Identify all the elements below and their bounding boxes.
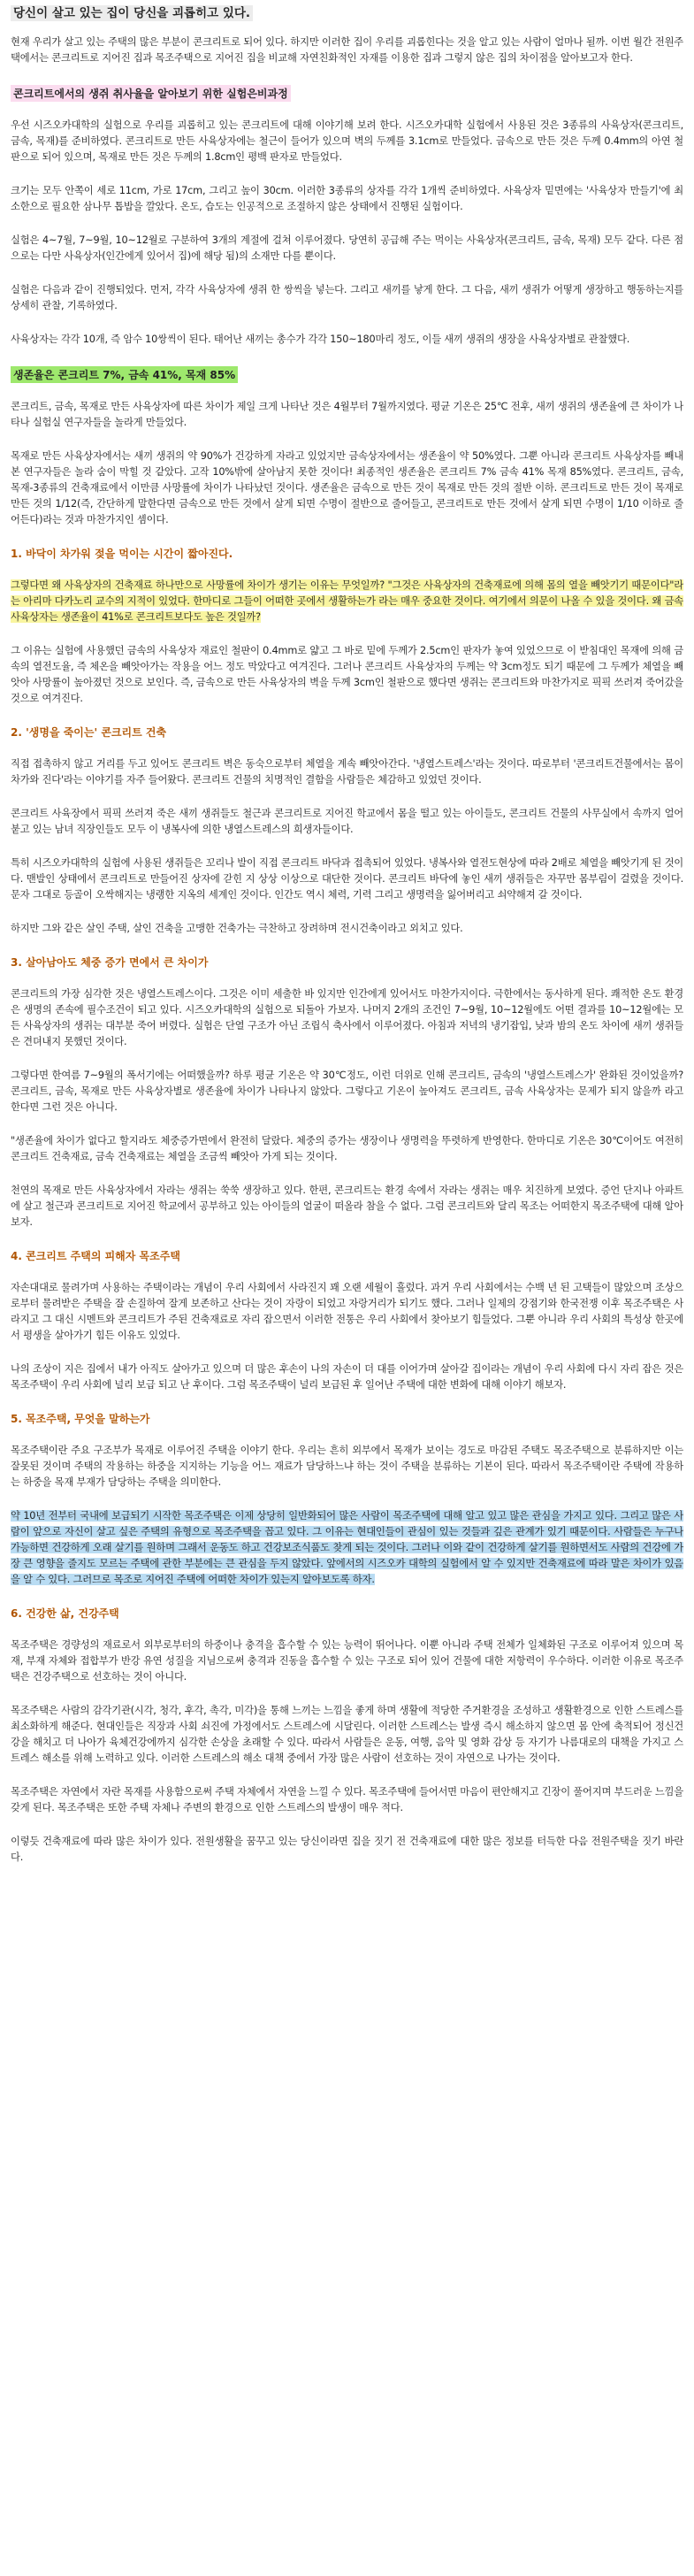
paragraph-5-a: 목조주택이란 주요 구조부가 목재로 이루어진 주택을 이야기 한다. 우리는 흔히 외부에서 목재가 보이는 경도로 마감된 주택도 목조주택으로 분류하지만 이는 잘못된 것이며 주택의 작용하는 하중을 지지하는 기능을 어느 재료가 담당하느냐 하는 것이 주택을 분류하는 기본이 된다. 따라서 목조주택이란 주택에 작용하는 하중을 목재 부재가 담당하는 주택을 의미한다. (11, 1445, 683, 1488)
paragraph-1-highlight (11, 578, 683, 625)
paragraph-6-c: 목조주택은 자연에서 자란 목재를 사용함으로써 주택 자체에서 자연을 느낄 수 있다. 목조주택에 들어서면 마음이 편안해지고 긴장이 풀어지며 부드러운 느낌을 갖게 된다. 목조주택은 또한 주택 자체나 주변의 환경으로 인한 스트레스의 발생이 매우 적다. (11, 1786, 683, 1813)
paragraph-3-c: "생존율에 차이가 없다고 할지라도 체중증가면에서 완전히 달랐다. 체중의 증가는 생장이나 생명력을 뚜렷하게 반영한다. 한마디로 기온은 30℃이어도 여전히 콘크리트 건축재료, 금속 건축재료는 체열을 조금씩 빼앗아 가게 되는 것이다. (11, 1135, 683, 1162)
paragraph-2-a: 직접 접촉하지 않고 거리를 두고 있어도 콘크리트 벽은 동숙으로부터 체열을 계속 빼앗아간다. '냉열스트레스'라는 것이다. 따로부터 '콘크리트건물에서는 몸이 차가와 진다'라는 이야기를 자주 들어왔다. 콘크리트 건물의 치명적인 결함을 사람들은 체감하고 있었던 것이다. (11, 758, 683, 786)
heading-5: 5. 목조주택, 무엇을 말하는가 (11, 1413, 150, 1425)
paragraph-4-a: 자손대대로 물려가며 사용하는 주택이라는 개념이 우리 사회에서 사라진지 꽤 오랜 세월이 흘렀다. 과거 우리 사회에서는 수백 년 된 고택들이 많았으며 조상으로부터 물려받은 주택을 잘 손질하여 잘게 보존하고 산다는 것이 자랑이 되었고 자랑거리가 되기도 했다. 그러나 일제의 강점기와 한국전쟁 이후 목조주택은 사라지고 그 대신 시멘트와 콘크리트가 주된 건축재료로 자리 잡으면서 이러한 전통은 우리 사회에서 찾아보기 힘들었다. 그뿐 아니라 우리 사회의 특성상 한곳에서 평생을 살아가기 힘든 이유도 있었다. (11, 1282, 683, 1341)
experiment-paragraph-5: 사육상자는 각각 10개, 즉 암수 10쌍씩이 된다. 태어난 새끼는 총수가 각각 150~180마리 정도, 이들 새끼 생쥐의 생장을 사육상자별로 관찰했다. (11, 334, 630, 345)
heading-6: 6. 건강한 삶, 건강주택 (11, 1607, 119, 1620)
heading-3: 3. 살아남아도 체중 증가 면에서 큰 차이가 (11, 956, 209, 969)
paragraph-2-c: 특히 시즈오카대학의 실험에 사용된 생쥐들은 꼬리나 발이 직접 콘크리트 바닥과 접촉되어 있었다. 냉복사와 열전도현상에 따라 2배로 체열을 빼앗기게 된 것이다. 맨발인 상태에서 콘크리트로 만들어진 상자에 갇힌 지 상상 이상으로 대단한 것이다. 콘크리트 바닥에 놓인 새끼 생쥐들은 자꾸만 몸부림이 걸렸을 것이다. 문자 그대로 등골이 오싹해지는 냉랭한 지옥의 세계인 것이다. 인간도 역시 체력, 기력 그리고 생명력을 잃어버리고 쇠약해져 갈 것이다. (11, 857, 683, 901)
survival-paragraph-2: 목재로 만든 사육상자에서는 새끼 생쥐의 약 90%가 건강하게 자라고 있었지만 금속상자에서는 생존율이 약 50%였다. 그뿐 아니라 콘크리트 사육상자를 빼내 본 연구자들은 놀라 숨이 막힐 것 같았다. 고작 10%밖에 살아남지 못한 것이다! 최종적인 생존율은 콘크리트 7% 금속 41% 목재 85%였다. 콘크리트, 금속, 목재-3종류의 건축재료에서 이만큼 사망률에 차이가 나타났던 것이다. 생존율은 금속으로 만든 것이 목재로 만든 것의 절반 이하. 콘크리트로 만든 것이 목재로 만든 것의 1/12(즉, 간단하게 말한다면 금속으로 만든 것에서 살게 되면 수명이 절반으로 줄어들고, 콘크리트로 만든 것에서 살게 되면 수명이 1/10 이하로 줄어든다)라는 것과 마찬가지인 셈이다. (11, 450, 683, 525)
paragraph-2-d: 하지만 그와 같은 살인 주택, 살인 건축을 고맹한 건축가는 극찬하고 장려하며 전시건축이라고 외치고 있다. (11, 923, 463, 934)
section-heading-survival: 생존율은 콘크리트 7%, 금속 41%, 목재 85% (11, 366, 238, 383)
experiment-paragraph-4: 실험은 다음과 같이 진행되었다. 먼저, 각각 사육상자에 생쥐 한 쌍씩을 넣는다. 그리고 새끼를 낳게 한다. 그 다음, 새끼 생쥐가 어떻게 생장하고 행동하는지를 상세히 관찰, 기록하였다. (11, 284, 683, 311)
paragraph-2-b: 콘크리트 사육장에서 픽픽 쓰러져 죽은 새끼 생쥐들도 철근과 콘크리트로 지어진 학교에서 몸을 떨고 있는 아이들도, 콘크리트 건물의 사무실에서 속까지 얼어붙고 있는 남녀 직장인들도 모두 이 냉복사에 의한 냉열스트레스의 희생자들이다. (11, 808, 683, 835)
heading-1: 1. 바닥이 차가워 젖을 먹이는 시간이 짧아진다. (11, 548, 233, 560)
survival-paragraph-1: 콘크리트, 금속, 목재로 만든 사육상자에 따른 차이가 제일 크게 나타난 것은 4월부터 7월까지였다. 평균 기온은 25℃ 전후, 새끼 생쥐의 생존율에 큰 차이가 나타나 실험실 연구자들을 놀라게 만들었다. (11, 401, 683, 428)
experiment-paragraph-2: 크기는 모두 안쪽이 세로 11cm, 가로 17cm, 그리고 높이 30cm. 이러한 3종류의 상자를 각각 1개씩 준비하였다. 사육상자 밑면에는 '사육상자 만들기'에 최소한으로 필요한 삼나무 톱밥을 깔았다. 온도, 습도는 인공적으로 조절하지 않은 상태에서 진행된 실험이다. (11, 185, 683, 212)
paragraph-1-b: 그 이유는 실험에 사용했던 금속의 사육상자 재료인 철판이 0.4mm로 얇고 그 바로 밑에 두께가 2.5cm인 판자가 놓여 있었으므로 이 받침대인 목재에 의해 금속의 열전도율, 즉 체온을 빼앗아가는 작용을 어느 정도 막았다고 여겨진다. 그러나 콘크리트 사육상자의 두께는 약 3cm정도 되기 때문에 그 두께가 체열을 빼앗아 사망률이 높아졌던 것으로 보인다. 즉, 금속으로 만든 사육상자의 벽을 두께 3cm인 철판으로 했다면 생쥐는 콘크리트와 마찬가지로 픽픽 쓰러져 죽어갔을 것으로 여겨진다. (11, 645, 683, 704)
paragraph-3-a: 콘크리트의 가장 심각한 것은 냉열스트레스이다. 그것은 이미 세출한 바 있지만 인간에게 있어서도 마찬가지이다. 극한에서는 동사하게 된다. 쾌적한 온도 환경은 생명의 존속에 필수조건이 되고 있다. 시즈오카대학의 실험으로 되돌아 가보자. 나머지 2개의 조건인 7~9월, 10~12월에도 어떤 결과를 10~12월에는 모든 사육상자의 생쥐는 대부분 죽어 버렸다. 실험은 단열 구조가 아닌 조립식 축사에서 이루어졌다. 아침과 저녁의 냉기잡입, 낮과 밤의 온도 차이에 새끼 생쥐들은 견뎌내지 못했던 것이다. (11, 988, 683, 1047)
experiment-paragraph-1: 우선 시즈오카대학의 실험으로 우리를 괴롭히고 있는 콘크리트에 대해 이야기해 보려 한다. 시즈오카대학 실험에서 사용된 것은 3종류의 사육상자(콘크리트, 금속, 목재)를 준비하였다. 콘크리트로 만든 사육상자에는 철근이 들어가 있으며 벽의 두께를 3.1cm로 만들었다. 금속으로 만든 것은 두께 0.4mm의 아연 철판으로 되어 있으며, 목재로 만든 것은 두께의 1.8cm인 평백 판자로 만들었다. (11, 119, 683, 163)
paragraph-3-b: 그렇다면 한여름 7~9월의 폭서기에는 어떠했을까? 하루 평균 기온은 약 30℃정도, 이런 더위로 인해 콘크리트, 금속의 '냉열스트레스가' 완화된 것이었을까? 콘크리트, 금속, 목재로 만든 사육상자별로 생존율에 차이가 나타나지 않았다. 그렇다고 기온이 높아져도 콘크리트, 금속 사육상자는 문제가 되지 않을까 라고 한다면 그런 것은 아니다. (11, 1070, 683, 1113)
experiment-paragraph-3: 실험은 4~7월, 7~9월, 10~12월로 구분하여 3개의 계절에 걸쳐 이루어졌다. 당연히 공급해 주는 먹이는 사육상자(콘크리트, 금속, 목재) 모두 같다. 다른 점으로는 다만 사육상자(인간에게 있어서 집)에 해당 됨)의 소재만 다를 뿐이다. (11, 234, 683, 262)
paragraph-5-highlight (11, 1508, 683, 1588)
highlight-blue: 약 10년 전부터 국내에 보급되기 시작한 목조주택은 이제 상당히 일반화되어 많은 사람이 목조주택에 대해 알고 있고 많은 관심을 가지고 있다. 그리고 많은 사람이 앞으로 자신이 살고 싶은 주택의 유형으로 목조주택을 꼽고 있다. 그 이유는 현대인들이 관심이 있는 것들과 깊은 관계가 있기 때문이다. 사람들은 누구나 가능하면 건강하게 오래 살기를 원하며 그래서 운동도 하고 건강보조식품도 찾게 되는 것이다. 그러나 이와 같이 건강하게 살기를 원하면서도 사람의 건강에 가장 큰 영향을 줄지도 모르는 주택에 관한 부분에는 큰 관심을 두지 않았다. 앞에서의 시즈오카 대학의 실험에서 알 수 있지만 건축재료에 따라 말은 차이가 있음을 알 수 있다. 그러므로 목조로 지어진 주택에 어떠한 차이가 있는지 알아보도록 하자. (11, 1510, 683, 1585)
paragraph-3-d: 천연의 목재로 만든 사육상자에서 자라는 생쥐는 쑥쑥 생장하고 있다. 한편, 콘크리트는 환경 속에서 자라는 생쥐는 매우 치진하게 보였다. 증언 단지나 아파트에 살고 철근과 콘크리트로 지어진 학교에서 공부하고 있는 아이들의 얼굴이 떠올라 참을 수 없다. 그럼 콘크리트와 달리 목조는 어떠한지 목조주택에 대해 알아보자. (11, 1184, 683, 1228)
heading-4: 4. 콘크리트 주택의 피해자 목조주택 (11, 1250, 180, 1262)
highlight-yellow: 그렇다면 왜 사육상자의 건축재료 하나만으로 사망률에 차이가 생기는 이유는 무엇일까? "그것은 사육상자의 건축재료에 의해 몸의 열을 빼앗기기 때문이다"라는 아리마 다카노리 교수의 지적이 있었다. 한마디로 그들이 어떠한 곳에서 생활하는가 라는 매우 중요한 것이다. 여기에서 의문이 나올 수 있을 것이다. 왜 금속 사육상자는 생존율이 41%로 콘크리트보다도 높은 것일까? (11, 579, 683, 623)
paragraph-6-b: 목조주택은 사람의 감각기관(시각, 청각, 후각, 촉각, 미각)을 통해 느끼는 느낌을 좋게 하며 생활에 적당한 주거환경을 조성하고 생활환경으로 인한 스트레스를 최소화하게 해준다. 현대인들은 직장과 사회 쇠진에 가정에서도 스트레스에 시달린다. 이러한 스트레스는 발생 즉시 해소하지 않으면 몸 안에 축적되어 정신건강을 해치고 더 나아가 육체건강에까지 심각한 손상을 초래할 수 있다. 따라서 사람들은 운동, 여행, 음악 및 영화 감상 등 자기가 나름대로의 대책을 가지고 스트레스 해소를 위해 노력하고 있다. 이러한 스트레스의 해소 대책 중에서 가장 많은 사람이 선호하는 것이 자연으로 나가는 것이다. (11, 1705, 683, 1764)
page-title: 당신이 살고 있는 집이 당신을 괴롭히고 있다. (11, 5, 253, 21)
section-heading-experiment: 콘크리트에서의 생쥐 취사율을 알아보기 위한 실험은비과정 (11, 85, 291, 102)
intro-paragraph: 현재 우리가 살고 있는 주택의 많은 부분이 콘크리트로 되어 있다. 하지만 이러한 집이 우리를 괴롭힌다는 것을 알고 있는 사람이 얼마나 될까. 이번 월간 전원주택에서는 콘크리트로 지어진 집과 목조주택으로 지어진 집을 비교해 자연친화적인 자재를 이용한 집과 그렇지 않은 집의 차이점을 알아보고자 한다. (11, 36, 683, 64)
article-title (11, 4, 683, 22)
heading-2: 2. '생명을 죽이는' 콘크리트 건축 (11, 726, 167, 739)
paragraph-6-a: 목조주택은 경량성의 재료로서 외부로부터의 하중이나 충격을 흡수할 수 있는 능력이 뛰어나다. 이뿐 아니라 주택 전체가 일체화된 구조로 이루어져 있으며 목재, 부재 자체와 접합부가 반강 유연 성질을 지님으로써 충격과 진동을 흡수할 수 있는 구조로 되어 있어 건물에 대한 저항력이 우수하다. 이러한 이유로 목조주택은 건강주택으로 선호하는 것이 아니다. (11, 1639, 683, 1683)
closing-paragraph: 이렇듯 건축재료에 따라 많은 차이가 있다. 전원생활을 꿈꾸고 있는 당신이라면 집을 짓기 전 건축재료에 대한 많은 정보를 터득한 다음 전원주택을 짓기 바란다. (11, 1836, 683, 1863)
paragraph-4-b: 나의 조상이 지은 집에서 내가 아직도 살아가고 있으며 더 많은 후손이 나의 자손이 더 대를 이어가며 살아갈 집이라는 개념이 우리 사회에 다시 자리 잡은 것은 목조주택이 우리 사회에 널리 보급 되고 난 후이다. 그럼 목조주택이 널리 보급된 후 일어난 주택에 대한 변화에 대해 이야기 해보자. (11, 1363, 683, 1391)
